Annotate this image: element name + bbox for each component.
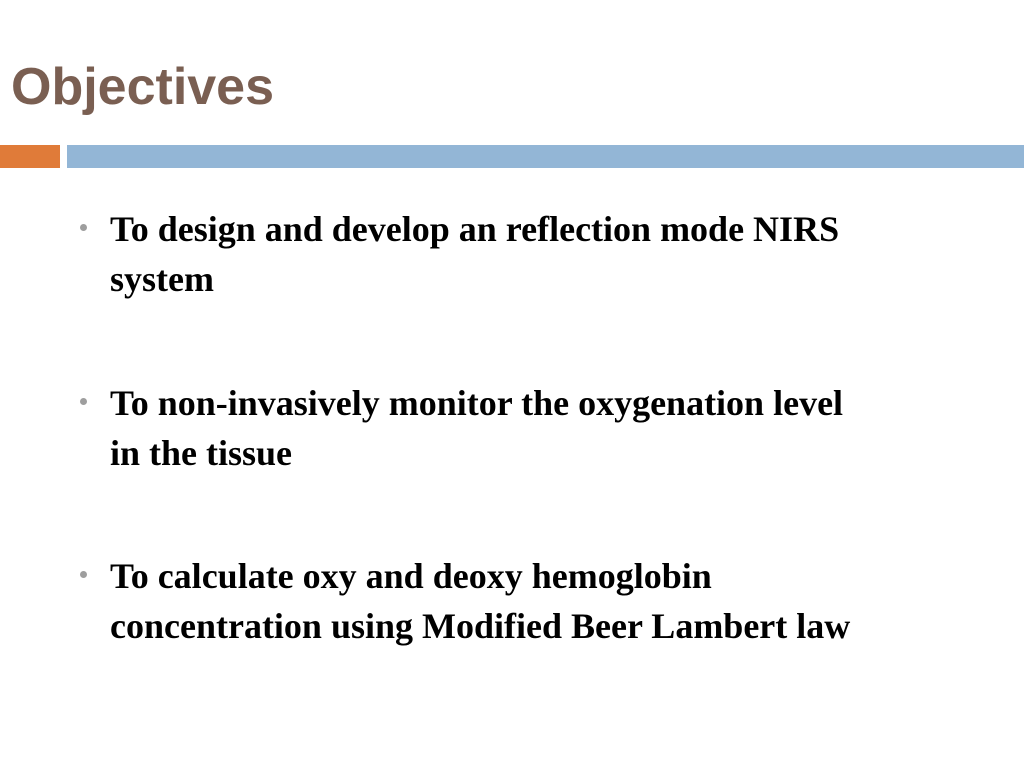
- objective-line-2: concentration using Modified Beer Lambert law: [110, 606, 851, 646]
- bullet-dot-icon: [80, 398, 87, 405]
- bullet-dot-icon: [80, 571, 87, 578]
- objective-line-1: To non-invasively monitor the oxygenation level: [110, 383, 844, 423]
- bullet-dot-icon: [80, 224, 87, 231]
- objective-line-2: in the tissue: [110, 433, 293, 473]
- objective-line-2: system: [110, 259, 214, 299]
- accent-bar-orange: [0, 145, 60, 168]
- objective-text: [110, 551, 1010, 651]
- accent-bar-blue: [67, 145, 1024, 168]
- objective-line-1: To calculate oxy and deoxy hemoglobin: [110, 556, 712, 596]
- objective-line-1: To design and develop an reflection mode NIRS: [110, 209, 840, 249]
- slide-title: Objectives: [11, 58, 275, 116]
- objective-text: [110, 378, 1010, 478]
- objective-text: [110, 204, 1010, 304]
